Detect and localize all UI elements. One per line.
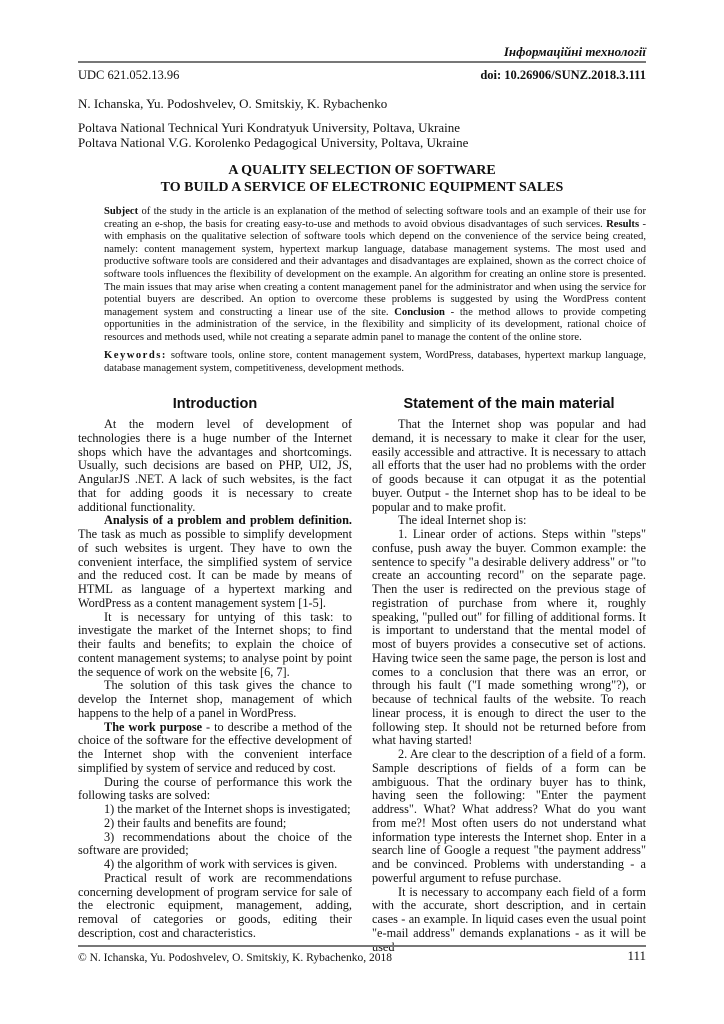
main-material-column — [372, 395, 646, 954]
keywords-label: Keywords: — [104, 350, 167, 361]
affiliation-1: Poltava National Technical Yuri Kondratyuk University, Poltava, Ukraine — [78, 120, 461, 135]
subject-text: of the study in the article is an explanation of the method of selecting software tools and an example of their use for creating an e-shop, the basis for creating easy-to-use and methods to avoid obvious disadvantages of such services. — [104, 206, 646, 230]
paragraph: It is necessary to accompany each field of a form with the accurate, short description, and in certain cases - an example. In liquid cases even the usual point "e-mail address" demands explanations - as it will be — [372, 884, 646, 940]
paragraph: At the modern level of development of technologies there is a huge number of the Internet shops which have the advantages and shortcomings. Usually, such decisions are based on PHP, UI2, JS, AngularJS .NET. A lack of such websites, is the fact that for adding goods it is necessary to create additional functionality. — [78, 417, 352, 514]
results-text: - with emphasis on the qualitative selection of software tools which depend on the convenience of the service being created, namely: content management system, hypertext markup language, database management systems. The most used and productive software tools are considered and their advantages and disadvantages are explained, shown as the correct choice of software tools influences the flexibility of development on the example. An algorithm for creating an online store is presented. The main issues that may arise when creating a content management panel for the administrator and when using the service for potential buyers are described. An option to overcome these problems is suggested by using the WordPress content management system and constructing a linear use of the site. — [104, 218, 646, 318]
journal-section-title: Інформаційні технології — [503, 44, 646, 59]
title-line-2: TO BUILD A SERVICE OF ELECTRONIC EQUIPMENT SALES — [160, 180, 564, 195]
udc-code: UDC 621.052.13.96 — [78, 68, 180, 82]
analysis-label: Analysis of a problem and problem definition. — [104, 513, 352, 528]
paragraph: 1. Linear order of actions. Steps within "steps" confuse, push away the buyer. Common example: the sentence to specify "a desirable delivery address" or "to create an accounting record" on the separate page. Then the user is redirected on the previous stage of registration of purchase from where it, roughly speaking, "pulled out" for filling of additional forms. It is important to understand that the mental model of most of buyers provides a consecutive set of actions. Having twice seen the same page, the person is lost and comes to a conclusion that there was an error, or through his fault ("I made something wrong"?), or because of technical faults of the website. To reach linear process, it is enough to direct the user to the following step. It should not be returned before from what having started! — [372, 527, 646, 748]
main-material-heading: Statement of the main material — [403, 396, 615, 412]
paragraph: Practical result of work are recommendations concerning development of program service for sale of the electronic equipment, management, adding, removal of categories or goods, editing their description, cost and characteristics. — [78, 870, 352, 940]
paragraph: 2. Are clear to the description of a field of a form. Sample descriptions of fields of a form can be ambiguous. That the ordinary buyer has to think, having seen the following: "Enter the payment address". What? What address? What do you want from me?! Most often users do not understand what information type interests the Internet shop. Enter in a search line of Google a request "the payment address" and be convinced. Problems with understanding - a powerful argument to refuse purchase. — [372, 747, 646, 885]
subject-label: Subject — [104, 206, 139, 217]
abstract — [104, 206, 646, 345]
work-purpose-label: The work purpose — [104, 719, 203, 734]
page-number: 111 — [627, 948, 646, 963]
paragraph: During the course of performance this work the following tasks are solved: — [78, 774, 352, 803]
header-divider — [78, 61, 646, 63]
work-purpose-text: - to describe a method of the choice of the software for the effective development of the Internet shop with the convenient interface simplified by system of service and reduced by cost. — [78, 719, 352, 775]
task-item: 2) their faults and benefits are found; — [104, 815, 287, 830]
affiliation-2: Poltava National V.G. Korolenko Pedagogical University, Poltava, Ukraine — [78, 135, 469, 150]
conclusion-label: Conclusion — [394, 306, 445, 318]
paragraph: The solution of this task gives the chance to develop the Internet shop, management of which happens to the help of a panel in WordPress. — [78, 678, 352, 720]
task-item: 1) the market of the Internet shops is investigated; — [104, 802, 351, 816]
title-line-1: A QUALITY SELECTION OF SOFTWARE — [228, 163, 496, 178]
introduction-heading: Introduction — [172, 396, 258, 412]
paragraph: That the Internet shop was popular and had demand, it is necessary to make it clear for the user, easily accessible and attractive. It is necessary to attach all efforts that the user had no problems with the order of goods because it can otpugat it as the potential buyer. Output - the Internet shop has to be ideal to be popular and to make profit. — [372, 417, 646, 514]
analysis-text: The task as much as possible to simplify development of such websites is urgent. They have to own the convenient interface, the simplified system of service and the reduced cost. It can be made by means of HTML as language of a hypertext marking and WordPress as a content management system [1-5]. — [78, 527, 352, 610]
authors: N. Ichanska, Yu. Podoshvelev, O. Smitskiy, K. Rybachenko — [78, 96, 388, 111]
task-item: 3) recommendations about the choice of the software are provided; — [78, 829, 352, 858]
results-label: Results — [606, 218, 640, 230]
article-title — [78, 162, 646, 196]
introduction-column — [78, 395, 352, 941]
footer-divider — [78, 945, 646, 947]
paragraph — [78, 721, 352, 776]
doi[interactable]: doi: 10.26906/SUNZ.2018.3.111 — [480, 68, 646, 82]
copyright: © N. Ichanska, Yu. Podoshvelev, O. Smitskiy, K. Rybachenko, 2018 — [78, 952, 392, 964]
paragraph: It is necessary for untying of this task: to investigate the market of the Internet shops; to find their faults and benefits; to explain the choice of content management systems; to analyse point by point the sequence of work on the website [6, 7]. — [78, 609, 352, 679]
conclusion-text: - the method allows to provide competing opportunities in the administration of the service, in the flexibility and simplicity of its development, rational choice of resources and methods used, while not creating a separate admin panel to manage the content of the online store. — [104, 306, 647, 343]
keywords — [104, 350, 646, 375]
paragraph — [78, 514, 352, 610]
paragraph: The ideal Internet shop is: — [398, 513, 527, 528]
task-item: 4) the algorithm of work with services is given. — [104, 857, 338, 871]
keywords-text: software tools, online store, content management system, WordPress, databases, hypertext markup language, database management system, competitiveness, development methods. — [104, 350, 646, 374]
